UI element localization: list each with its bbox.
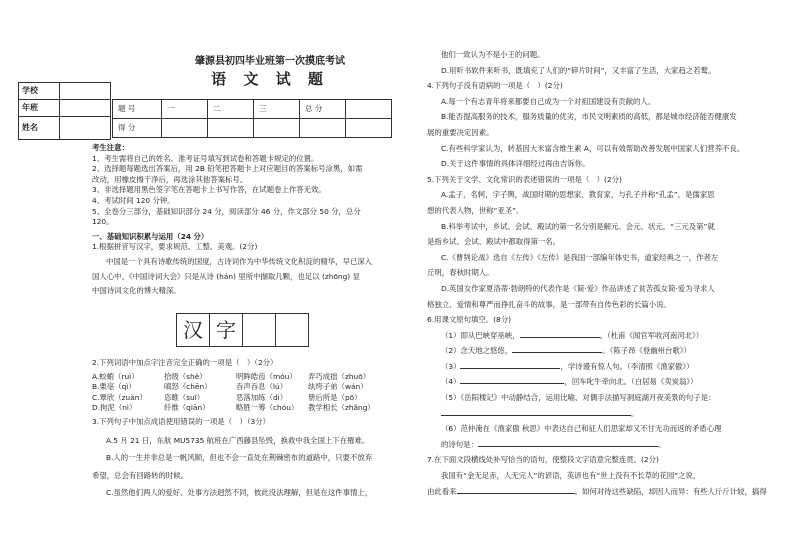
option-item: 拾级（shè） <box>164 371 207 381</box>
text-line: 丘明，春秋时期人。 <box>427 268 494 278</box>
fill-line: （2）念天地之悠悠， 。（陈子昂《登幽州台歌》） <box>441 346 691 356</box>
option-line: A.5 月 21 日，东航 MU5735 航班在广西藤县坠毁，换救中我全国上下在罹难。 <box>106 435 370 445</box>
question-stem: 3.下列句子中加点成语使用错误的一项是（ ）（3分） <box>92 416 271 426</box>
option-item: D.拘泥（nì） <box>92 403 137 413</box>
fill-line: 由此看来 。如何对待这些缺陷，却因人而异：有些人斤斤计较，搞得 <box>427 486 767 496</box>
notice-line: 5、全卷分三部分，基础知识部分 24 分，阅读部分 46 分，作文部分 50 分，总分 <box>92 206 361 216</box>
answer-blank[interactable] <box>520 337 600 338</box>
score-cell[interactable] <box>346 119 392 138</box>
writing-grid[interactable] <box>176 313 308 347</box>
passage-line: 中国诗词文化的博大精深。 <box>92 286 181 296</box>
score-header-cell: 题 号 <box>113 100 162 119</box>
option-item: 纨绔子弟（wán） <box>308 382 368 392</box>
notice-line: 1、考生需将自己的姓名、准考证号填写到试卷和答题卡规定的位置。 <box>92 153 319 163</box>
text-line: C.《曹刿论战》选自《左传》《左传》是我国一部编年体史书，道家经典之一，作者左 <box>441 252 719 262</box>
text-line: 格独立、爱情和尊严而挣扎奋斗的故事，是一部带有自传色彩的长篇小说。 <box>427 299 671 309</box>
class-field[interactable] <box>60 100 111 117</box>
question-stem: 7.在下面文段横线处补写恰当的语句，使整段文字语意完整连贯。(2分) <box>427 455 659 465</box>
score-header-cell: 总 分 <box>300 100 346 119</box>
notice-line: 改动，用橡皮擦干净后，再选涂其他答案标号。 <box>92 174 248 184</box>
name-field[interactable] <box>60 117 111 140</box>
option-line: 希望，总会有回路转的时候。 <box>92 470 189 480</box>
option-item: B.栗亳（qì） <box>92 382 136 392</box>
answer-blank[interactable] <box>512 352 602 353</box>
text-line: 他们一致认为不是小王的问题。 <box>441 50 545 59</box>
score-header-cell: 三 <box>254 100 300 119</box>
fill-line: 。 <box>427 409 773 420</box>
passage-line: 国人心中。《中国诗词大会》只是从诗 (hán) 里所中撷取几颗，也足以 (zhōng) 显 <box>92 271 360 281</box>
notice-line: 3、非选择题用黑色签字笔在答题卡上书写作答，在试题卷上作答无效。 <box>92 185 326 195</box>
notice-line: 2、选择题每题选出答案后，用 2B 铅笔把答题卡上对应题目的答案标号涂黑，如需 <box>92 164 363 174</box>
option-item: 弄巧成拙（zhuō） <box>308 371 371 381</box>
fill-line: （6）范仲淹在《渔家傲 秋思》中表达自己和征人们思家却又不甘无功而返的矛盾心理 <box>441 424 722 434</box>
question-stem: 6.用课文原句填空。(8分) <box>427 315 512 325</box>
text-line: B.能否提高服务的技术，服务质量的优劣，市民文明素质的高低，都是城市经济能否健康发 <box>441 112 737 122</box>
option-item: 恣睢（suī） <box>164 392 205 402</box>
grid-cell: 字 <box>209 313 243 347</box>
answer-blank[interactable] <box>478 446 658 447</box>
left-column <box>92 143 394 297</box>
text-line: A.孟子，名轲，字子舆，战国时期的思想家、教育家，与孔子并称“孔孟”，是儒家思 <box>441 190 715 200</box>
text-line: D.关于这件事情的具体详细经过再由吉诉你。 <box>441 159 590 169</box>
exam-title: 语 文 试 题 <box>211 70 329 88</box>
option-item: 纤维（qiān） <box>164 403 210 413</box>
class-label: 年班 <box>19 100 60 117</box>
fill-line: 的诗句是： 。 <box>441 439 666 449</box>
school-label: 学校 <box>19 83 60 100</box>
answer-blank[interactable] <box>460 383 564 384</box>
text-line: B.科举考试中，乡试、会试、殿试的第一名分别是解元、会元、状元，“三元及第”就 <box>441 221 715 231</box>
option-item: 恶落加练（dì） <box>236 392 288 402</box>
q2-q3-block <box>92 358 394 499</box>
answer-blank[interactable] <box>460 368 560 369</box>
notice-heading: 考生注意： <box>92 143 129 152</box>
grid-cell[interactable] <box>242 313 276 347</box>
text-line: A.每一个有志青年将来都要自己成为一个对祖国建设有贡献的人。 <box>441 96 656 106</box>
option-item: 明眸皓齿（móu） <box>236 371 297 381</box>
score-header-cell: 一 <box>162 100 208 119</box>
section1-heading: 一、基础知识积累与运用（24 分） <box>92 231 209 241</box>
fill-line: （5）《岳阳楼记》中动静结合，运用比喻、对偶手法描写洞庭湖月夜美景的句子是： <box>441 393 716 403</box>
option-item: A.蛟蛸（ruì） <box>92 371 139 381</box>
option-item: 嗔怒（chēn） <box>164 382 212 392</box>
score-cell[interactable] <box>254 119 300 138</box>
option-row <box>92 393 394 404</box>
option-row <box>92 403 394 414</box>
answer-blank[interactable] <box>457 493 575 494</box>
fill-line: （4） ，回车叱牛牵向北。（白居易《卖炭翁》） <box>441 377 698 387</box>
score-header-cell: 二 <box>208 100 254 119</box>
student-info-box <box>18 82 111 140</box>
score-cell[interactable] <box>208 119 254 138</box>
text-line: 展的重要决定因素。 <box>427 127 494 137</box>
score-cell[interactable] <box>300 119 346 138</box>
option-row <box>92 372 394 383</box>
option-item: 教学相长（zhǎng） <box>308 403 375 413</box>
fill-line: （3） ，学诗谩有惊人句。（李清照《渔家傲》） <box>441 361 694 371</box>
school-field[interactable] <box>60 83 111 100</box>
question-stem: 5.下列关于文学、文化常识的表述错误的一项是（ ）(2分) <box>427 174 622 184</box>
grid-cell[interactable] <box>275 313 309 347</box>
score-table <box>112 99 392 138</box>
question-stem: 2.下列词语中加点字注音完全正确的一项是（ ）（2分） <box>92 358 278 367</box>
notice-line: 120。 <box>92 217 114 227</box>
text-line: 想的代表人物，世称“亚圣”。 <box>427 205 524 215</box>
notice-line: 4、考试时间 120 分钟。 <box>92 195 175 205</box>
option-item: 吞声吞息（lú） <box>236 382 288 392</box>
option-row <box>92 382 394 393</box>
score-row-label: 得 分 <box>113 119 162 138</box>
score-header-cell <box>346 100 392 119</box>
option-item: 略胜一筹（chóu） <box>236 403 299 413</box>
option-item: C.覃欣（zuàn） <box>92 392 147 402</box>
text-line: C.有些科学家认为，转基因大米富含维生素 A，可以有效帮助改善发展中国家人们营养不良。 <box>441 143 745 153</box>
right-column <box>427 50 773 497</box>
question-stem: 4.下列句子没有语病的一项是（ ）(2分) <box>427 81 563 91</box>
text-line: 我国有“金无足赤，人无完人”的谚语，英谚也有“世上没有不长草的花园”之说， <box>441 471 701 481</box>
name-label: 姓名 <box>19 117 60 140</box>
answer-blank[interactable] <box>441 415 631 416</box>
option-line: C.虽然他们两人的爱好、处事方法迥然不同，彼此没法理解，但是在这件事情上， <box>106 488 373 498</box>
exam-subtitle: 肇源县初四毕业班第一次摸底考试 <box>195 56 345 67</box>
text-line: D.用听书软件来听书，既填充了人们的“碎片时间”，又丰富了生活，大家趋之若鹜。 <box>441 65 716 75</box>
passage-line: 中国是一个具有诗歌传统的国度，古诗词作为中华传统文化积淀的精华，早已深入 <box>106 256 373 266</box>
option-line: B.人的一生并非总是一帆风顺，但也不会一直处在荆棘密布的道路中，只要不放弃 <box>106 453 373 463</box>
grid-cell: 汉 <box>176 313 210 347</box>
text-line: D.英国女作家夏洛蒂·勃朗特的代表作是《简·爱》作品讲述了贫苦孤女简·爱为寻求人 <box>441 283 715 293</box>
fill-line: （1）即从巴峡穿巫峡， 。（杜甫《闻官军收河南河北》） <box>441 330 704 340</box>
question-stem: 1.根据拼音写汉字，要求规范、工整、美观。(2分) <box>92 242 258 252</box>
text-line: 是指乡试、会试、殿试中都取得第一名。 <box>427 237 561 247</box>
option-item: 册后所是（pō） <box>308 392 362 402</box>
score-cell[interactable] <box>162 119 208 138</box>
